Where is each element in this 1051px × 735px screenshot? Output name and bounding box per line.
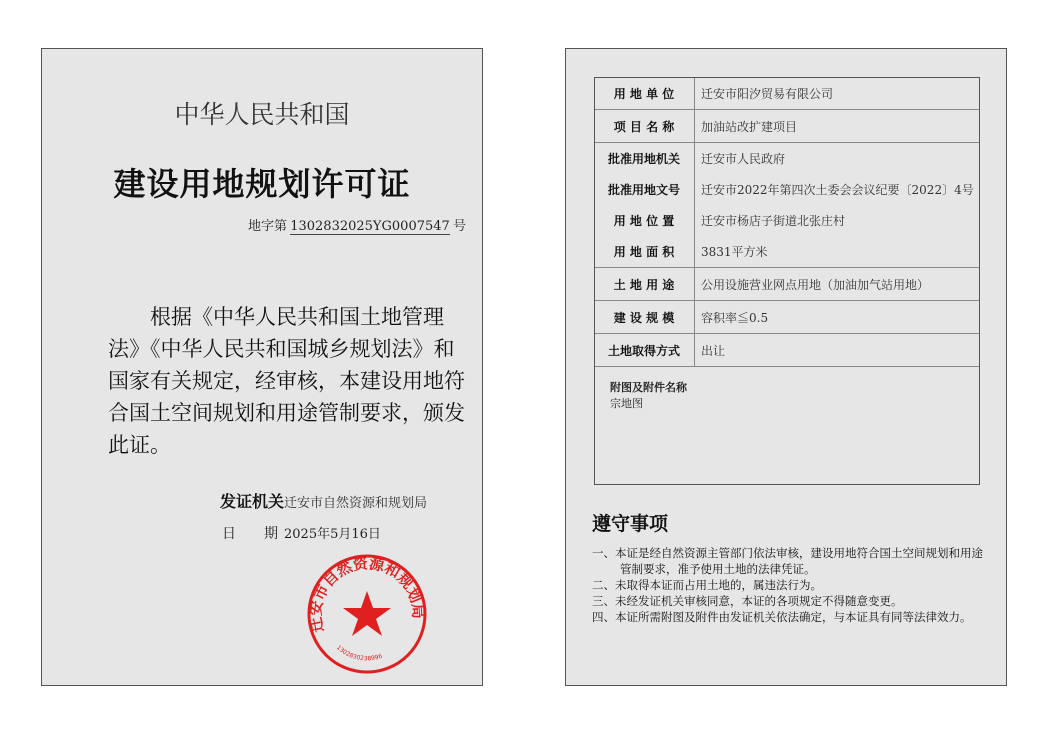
table-row (594, 236, 980, 268)
issuer-label: 发证机关 (220, 492, 285, 511)
row-value: 迁安市杨店子街道北张庄村 (701, 214, 846, 228)
row-value: 出让 (695, 334, 981, 367)
row-label: 用 地 面 积 (594, 236, 695, 268)
number-suffix: 号 (453, 219, 467, 234)
row-value: 迁安市2022年第四次土委会会议纪要〔2022〕4号 (701, 183, 974, 197)
table-row (594, 77, 980, 110)
official-seal (304, 551, 430, 677)
notice-item: 四、本证所需附图及附件由发证机关依法确定，与本证具有同等法律效力。 (592, 610, 972, 624)
issuer-value: 迁安市自然资源和规划局 (284, 496, 428, 511)
table-row (594, 301, 980, 334)
row-value: 公用设施营业网点用地（加油加气站用地） (695, 268, 981, 301)
notice-item: 三、未经发证机关审核同意，本证的各项规定不得随意变更。 (592, 594, 903, 608)
notice-item: 一、本证是经自然资源主管部门依法审核，建设用地符合国土空间规划和用途管制要求，准予使用土地的法律凭证。 (592, 546, 983, 576)
row-label: 建 设 规 模 (594, 301, 695, 334)
permit-front-page (41, 48, 483, 686)
issue-date (222, 523, 381, 543)
permit-number (248, 215, 466, 235)
seal-code: 1302830238996 (334, 644, 384, 663)
date-label: 日 期 (222, 526, 278, 542)
issuer (220, 489, 427, 512)
row-value: 迁安市阳汐贸易有限公司 (695, 77, 981, 110)
row-label: 批准用地文号 (594, 174, 695, 205)
date-value: 2025年5月16日 (284, 527, 381, 542)
row-label: 土地取得方式 (594, 334, 695, 367)
country-name: 中华人民共和国 (174, 100, 350, 129)
attachments-label: 附图及附件名称 (610, 381, 687, 394)
table-row (594, 110, 980, 143)
row-label: 土 地 用 途 (594, 268, 695, 301)
table-row (594, 268, 980, 301)
row-value: 迁安市人民政府 (701, 152, 786, 166)
row-value: 3831平方米 (695, 236, 981, 268)
row-label: 批准用地机关 (594, 143, 695, 175)
notice-item: 二、未取得本证而占用土地的，属违法行为。 (592, 578, 822, 592)
row-label: 项 目 名 称 (594, 110, 695, 143)
notice-title: 遵守事项 (592, 513, 669, 535)
number-value: 1302832025YG0007547 (290, 219, 450, 234)
row-value: 容积率≦0.5 (695, 301, 981, 334)
permit-detail-page (565, 48, 1007, 686)
table-row (594, 334, 980, 367)
notice-list (592, 545, 987, 625)
table-row (594, 205, 980, 236)
permit-body-text: 根据《中华人民共和国土地管理法》《中华人民共和国城乡规划法》和国家有关规定，经审核，本建设用地符合国土空间规划和用途管制要求，颁发此证。 (108, 305, 465, 457)
number-prefix: 地字第 (248, 219, 288, 234)
seal-text: 迁安市自然资源和规划局 (306, 554, 428, 635)
table-row (594, 143, 980, 175)
attachments-value: 宗地图 (610, 397, 643, 410)
star-icon (343, 591, 391, 636)
row-label: 用 地 单 位 (594, 77, 695, 110)
row-value: 加油站改扩建项目 (695, 110, 981, 143)
row-label: 用 地 位 置 (594, 205, 695, 236)
table-row (594, 174, 980, 205)
permit-title: 建设用地规划许可证 (113, 165, 411, 203)
permit-details-table (594, 77, 980, 367)
